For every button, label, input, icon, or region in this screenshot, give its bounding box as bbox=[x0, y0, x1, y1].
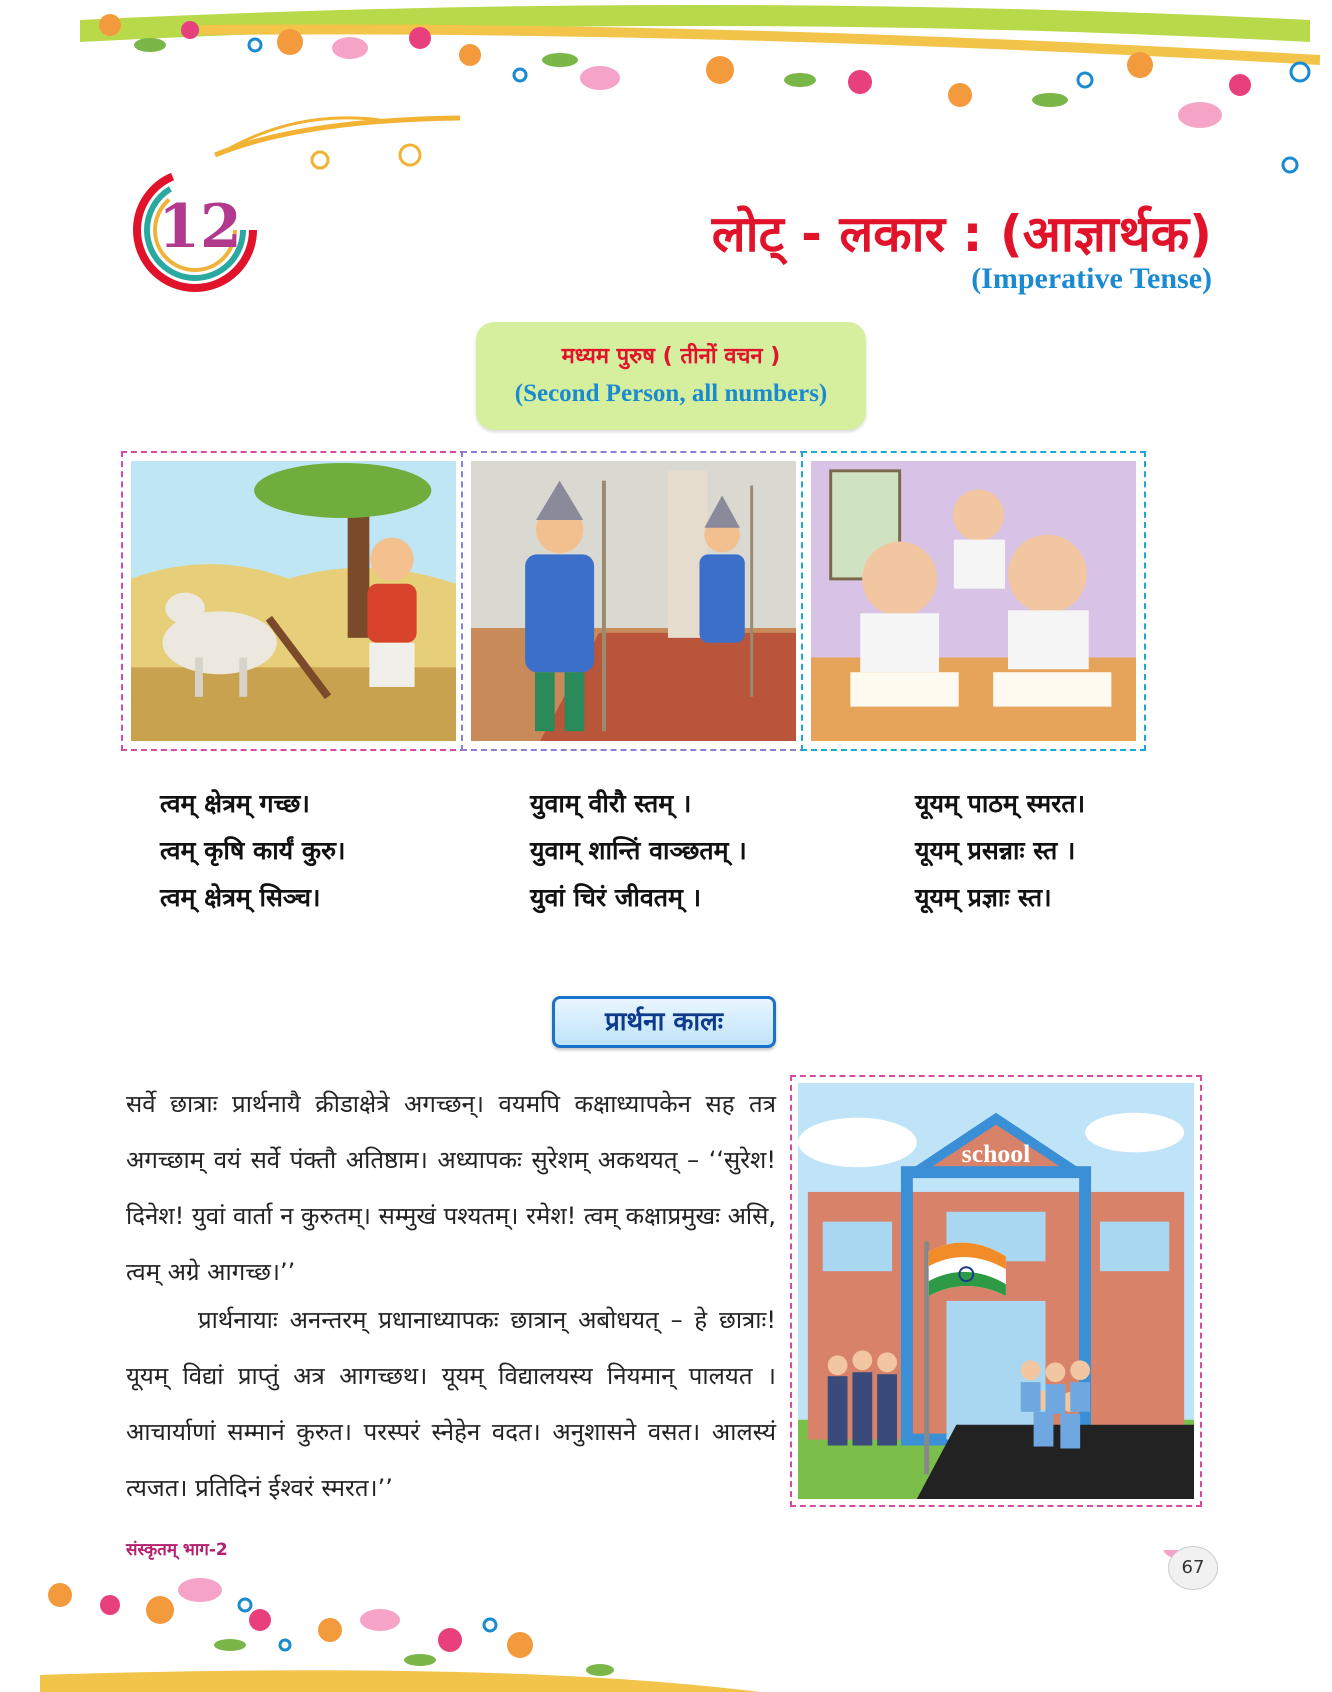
prayer-paragraph-1: सर्वे छात्राः प्रार्थनायै क्रीडाक्षेत्रे अगच्छन्। वयमपि कक्षाध्यापकेन सह तत्र अगच्छाम् वयं सर्वे पंक्तौ अतिष्ठाम। अध्यापकः सुरेशम् अकथयत् – ‘‘सुरेश! दिनेश! युवां वार्ता न कुरुतम्। सम्मुखं पश्यतम्। रमेश! त्वम् कक्षाप्रमुखः असि, त्वम् अग्रे आगच्छ।’’ bbox=[126, 1090, 776, 1286]
two-guards-illustration bbox=[461, 451, 806, 751]
sentence-line: यूयम् प्रसन्नाः स्त । bbox=[915, 836, 1076, 865]
sentence-group-plural bbox=[915, 780, 1085, 921]
page-number: 67 bbox=[1168, 1546, 1218, 1590]
sentence-line: त्वम् क्षेत्रम् सिञ्च। bbox=[160, 883, 321, 912]
prayer-paragraph-2: प्रार्थनायाः अनन्तरम् प्रधानाध्यापकः छात्रान् अबोधयत् – हे छात्राः! यूयम् विद्यां प्राप्तुं अत्र आगच्छथ। यूयम् विद्यालयस्य नियमान् पालयत । आचार्याणां सम्मानं कुरुत। परस्परं स्नेहेन वदत। अनुशासने वसत। आलस्यं त्यजत। प्रतिदिनं ईश्वरं स्मरत।’’ bbox=[126, 1306, 776, 1502]
sentence-line: यूयम् प्रज्ञाः स्त। bbox=[915, 883, 1052, 912]
footer-book-title: संस्कृतम् भाग-2 bbox=[126, 1540, 228, 1560]
chapter-number: 12 bbox=[158, 192, 242, 262]
school-building-illustration bbox=[790, 1075, 1202, 1507]
sentence-line: त्वम् क्षेत्रम् गच्छ। bbox=[160, 789, 310, 818]
sentence-group-dual bbox=[530, 780, 747, 921]
section-heading-english: (Second Person, all numbers) bbox=[514, 380, 828, 407]
sentence-line: यूयम् पाठम् स्मरत। bbox=[915, 789, 1086, 818]
students-reading-illustration bbox=[801, 451, 1146, 751]
farmer-ploughing-illustration bbox=[121, 451, 466, 751]
floral-border-top bbox=[0, 0, 1332, 190]
sentence-line: युवां चिरं जीवतम् । bbox=[530, 883, 702, 912]
sentence-line: युवाम् शान्तिं वाञ्छतम् । bbox=[530, 836, 747, 865]
floral-border-bottom bbox=[0, 1550, 1332, 1692]
chapter-title-english: (Imperative Tense) bbox=[971, 262, 1212, 295]
sentence-group-singular bbox=[160, 780, 346, 921]
prayer-time-heading: प्रार्थना कालः bbox=[552, 996, 776, 1048]
section-heading-hindi: मध्यम पुरुष ( तीनों वचन ) bbox=[561, 344, 781, 369]
section-heading-box bbox=[476, 322, 866, 430]
sentence-line: युवाम् वीरौ स्तम् । bbox=[530, 789, 692, 818]
sentence-line: त्वम् कृषि कार्यं कुरु। bbox=[160, 836, 346, 865]
chapter-title-hindi: लोट् - लकार : (आज्ञार्थक) bbox=[711, 205, 1212, 263]
school-sign: school bbox=[961, 1139, 1031, 1169]
